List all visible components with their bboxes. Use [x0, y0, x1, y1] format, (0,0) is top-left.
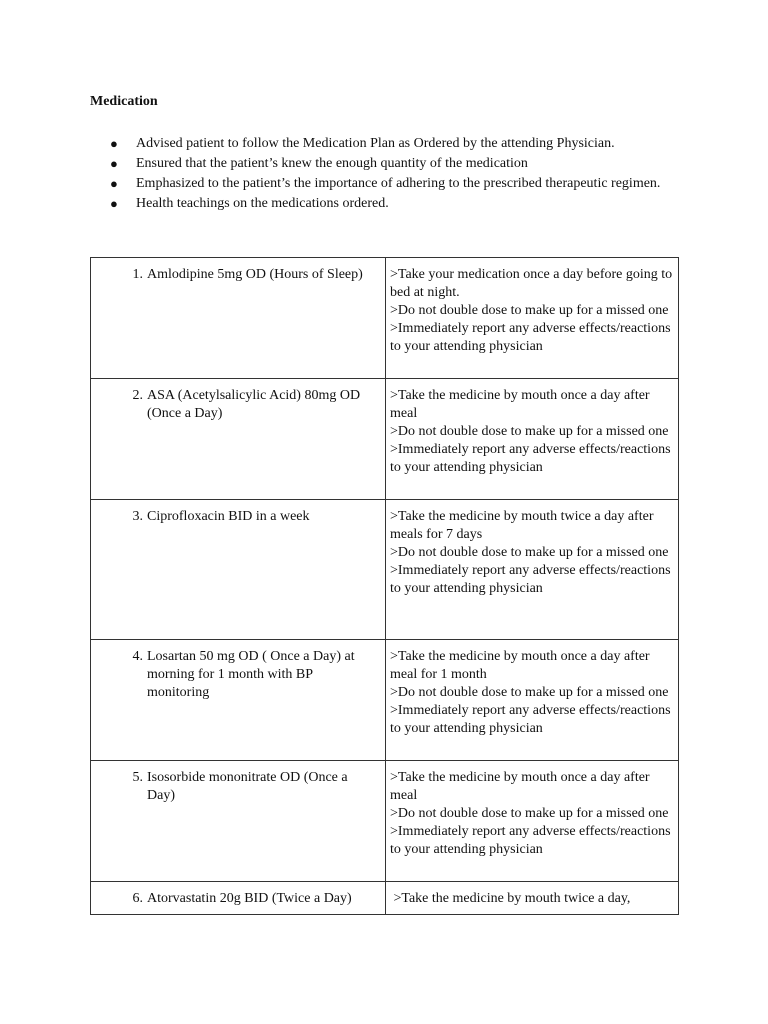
medication-cell [91, 761, 386, 882]
bullet-dot-icon: ● [110, 136, 118, 151]
medication-name: Amlodipine 5mg OD (Hours of Sleep) [147, 267, 363, 282]
bullet-item [110, 174, 670, 194]
instruction-line: >Do not double dose to make up for a missed one [390, 685, 669, 700]
medication-name: Atorvastatin 20g BID (Twice a Day) [147, 891, 352, 906]
medication-table [90, 257, 679, 915]
medication-name: Isosorbide mononitrate OD (Once a Day) [147, 770, 348, 803]
bullet-dot-icon: ● [110, 156, 118, 171]
instruction-line: >Take your medication once a day before going to bed at night. [390, 267, 673, 300]
bullet-text: Ensured that the patient’s knew the enough quantity of the medication [136, 156, 528, 171]
instructions-cell [386, 882, 679, 915]
bullet-list [110, 134, 670, 214]
bullet-item [110, 194, 670, 214]
medication-name: Losartan 50 mg OD ( Once a Day) at morning for 1 month with BP monitoring [147, 649, 355, 700]
bullet-item [110, 154, 670, 174]
bullet-dot-icon: ● [110, 176, 118, 191]
medication-cell [91, 640, 386, 761]
instruction-line: >Do not double dose to make up for a missed one [390, 303, 669, 318]
bullet-item [110, 134, 670, 154]
instructions-cell [386, 379, 679, 500]
section-heading: Medication [90, 94, 158, 109]
instruction-line: >Immediately report any adverse effects/reactions to your attending physician [390, 703, 671, 736]
medication-number: 5. [132, 770, 143, 785]
instruction-line: >Do not double dose to make up for a missed one [390, 806, 669, 821]
medication-number: 6. [132, 891, 143, 906]
instructions-cell [386, 500, 679, 640]
instruction-line: >Immediately report any adverse effects/reactions to your attending physician [390, 563, 671, 596]
medication-cell [91, 500, 386, 640]
table-row [91, 882, 679, 915]
bullet-text: Health teachings on the medications ordered. [136, 196, 389, 211]
instruction-line: >Take the medicine by mouth once a day after meal [390, 770, 650, 803]
medication-number: 1. [132, 267, 143, 282]
medication-name: Ciprofloxacin BID in a week [147, 509, 310, 524]
instruction-line: >Take the medicine by mouth once a day after meal for 1 month [390, 649, 650, 682]
medication-number: 4. [132, 649, 143, 664]
medication-cell [91, 258, 386, 379]
instruction-line: >Take the medicine by mouth twice a day, [390, 891, 631, 906]
bullet-text: Advised patient to follow the Medication Plan as Ordered by the attending Physician. [136, 136, 615, 151]
medication-cell [91, 882, 386, 915]
instructions-cell [386, 640, 679, 761]
instruction-line: >Do not double dose to make up for a missed one [390, 424, 669, 439]
medication-cell [91, 379, 386, 500]
table-row [91, 761, 679, 882]
bullet-dot-icon: ● [110, 196, 118, 211]
instruction-line: >Immediately report any adverse effects/reactions to your attending physician [390, 442, 671, 475]
bullet-text: Emphasized to the patient’s the importance of adhering to the prescribed therapeutic regimen. [136, 176, 661, 191]
instruction-line: >Take the medicine by mouth once a day after meal [390, 388, 650, 421]
instruction-line: >Immediately report any adverse effects/reactions to your attending physician [390, 321, 671, 354]
table-row [91, 379, 679, 500]
medication-number: 2. [132, 388, 143, 403]
instructions-cell [386, 761, 679, 882]
instruction-line: >Take the medicine by mouth twice a day after meals for 7 days [390, 509, 654, 542]
medication-number: 3. [132, 509, 143, 524]
medication-name: ASA (Acetylsalicylic Acid) 80mg OD (Once a Day) [147, 388, 361, 421]
instructions-cell [386, 258, 679, 379]
instruction-line: >Do not double dose to make up for a missed one [390, 545, 669, 560]
table-row [91, 500, 679, 640]
instruction-line: >Immediately report any adverse effects/reactions to your attending physician [390, 824, 671, 857]
table-row [91, 258, 679, 379]
table-row [91, 640, 679, 761]
